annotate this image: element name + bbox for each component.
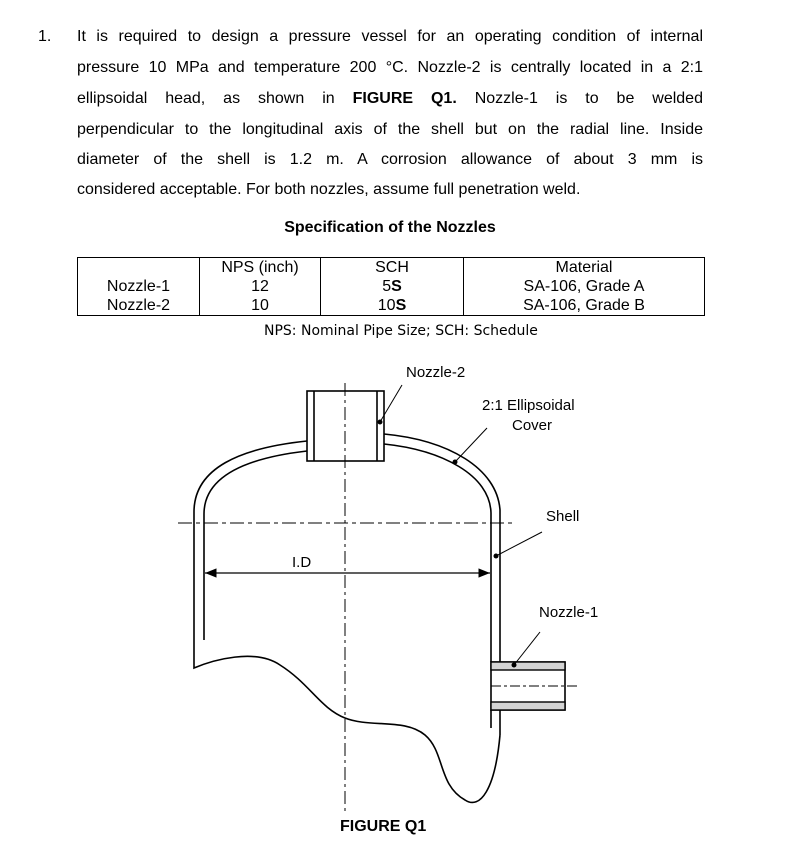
spec-table-title: Specification of the Nozzles bbox=[284, 219, 496, 236]
nozzle-2-leader-dot bbox=[378, 420, 383, 425]
nozzle-1-leader-dot bbox=[512, 663, 517, 668]
sch-number: 5 bbox=[382, 278, 392, 295]
header-cell-material: Material bbox=[464, 258, 705, 278]
row-name: Nozzle-1 bbox=[78, 277, 200, 296]
question-line-5: diameter of the shell is 1.2 m. A corrosion allowance of about 3 mm is bbox=[77, 151, 703, 168]
row-nps: 10 bbox=[200, 296, 321, 316]
question-line-3-part1: ellipsoidal head, as shown in bbox=[77, 90, 335, 107]
label-ellipsoidal-line1: 2:1 Ellipsoidal bbox=[482, 397, 575, 414]
nozzle-1-leader bbox=[514, 632, 540, 665]
question-line-2: pressure 10 MPa and temperature 200 °C. Nozzle-2 is centrally located in a 2:1 bbox=[77, 59, 703, 76]
sch-suffix: S bbox=[391, 278, 402, 295]
row-name: Nozzle-2 bbox=[78, 296, 200, 316]
header-cell-nps: NPS (inch) bbox=[200, 258, 321, 278]
figure-caption: FIGURE Q1 bbox=[340, 818, 427, 835]
nozzle-1-upper-wall bbox=[491, 662, 565, 670]
sch-suffix: S bbox=[395, 297, 407, 314]
cover-leader bbox=[455, 428, 487, 462]
label-shell: Shell bbox=[546, 508, 580, 525]
break-line bbox=[194, 640, 500, 802]
row-material: SA-106, Grade A bbox=[464, 277, 705, 296]
question-line-3-part2: Nozzle-1 is to be welded bbox=[474, 90, 703, 107]
header-cell-sch: SCH bbox=[321, 258, 464, 278]
nozzle-1-lower-wall bbox=[491, 702, 565, 710]
cover-leader-dot bbox=[453, 460, 458, 465]
label-nozzle-2: Nozzle-2 bbox=[406, 364, 466, 381]
shell-leader-dot bbox=[494, 554, 499, 559]
head-inner-right bbox=[384, 444, 491, 523]
label-nozzle-1: Nozzle-1 bbox=[539, 604, 599, 621]
row-material: SA-106, Grade B bbox=[464, 296, 705, 316]
head-inner-left bbox=[204, 451, 307, 523]
shell-leader bbox=[496, 532, 542, 556]
row-nps: 12 bbox=[200, 277, 321, 296]
sch-number: 10 bbox=[377, 297, 396, 314]
question-line-1: It is required to design a pressure vessel for an operating condition of internal bbox=[77, 28, 703, 45]
question-line-6: considered acceptable. For both nozzles, assume full penetration weld. bbox=[77, 181, 581, 198]
question-number: 1. bbox=[38, 28, 52, 45]
label-id: I.D bbox=[292, 554, 312, 571]
table-note: NPS: Nominal Pipe Size; SCH: Schedule bbox=[264, 323, 538, 339]
question-line-4: perpendicular to the longitudinal axis of the shell but on the radial line. Inside bbox=[77, 121, 703, 138]
figure-reference: FIGURE Q1. bbox=[352, 90, 457, 107]
label-ellipsoidal-line2: Cover bbox=[512, 417, 553, 434]
head-outer-right bbox=[384, 434, 500, 523]
